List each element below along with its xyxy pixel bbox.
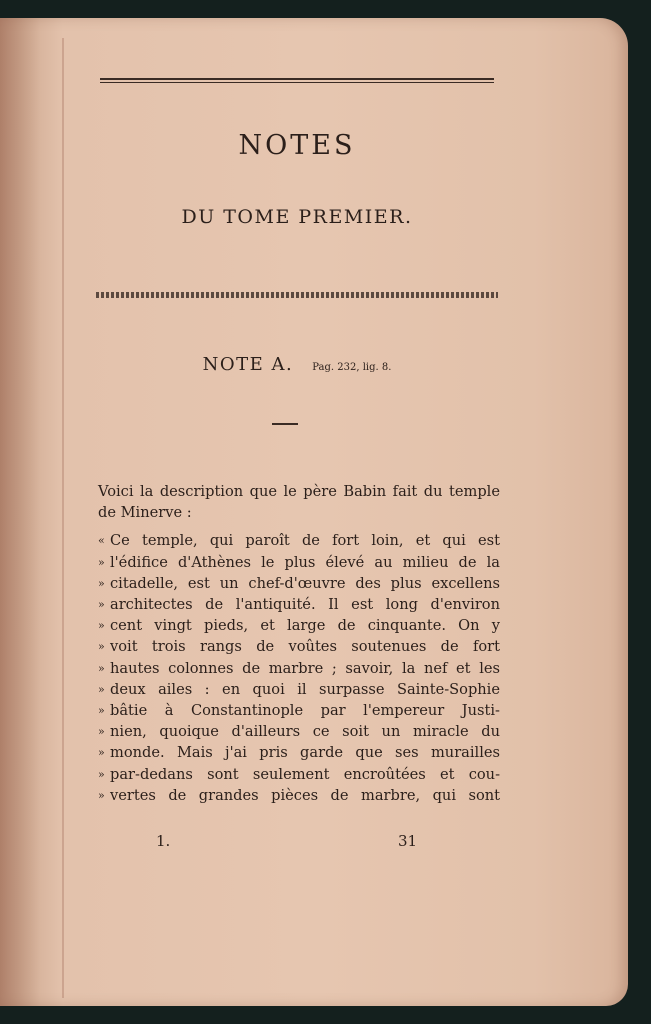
top-double-rule bbox=[100, 78, 494, 83]
quote-text: voit trois rangs de voûtes soutenues de fort bbox=[110, 638, 500, 656]
quote-mark: » bbox=[98, 682, 105, 696]
quote-mark: » bbox=[98, 619, 105, 633]
page-title: NOTES bbox=[238, 130, 356, 161]
quote-text: deux ailes : en quoi il surpasse Sainte-Sophie bbox=[110, 680, 500, 698]
quote-mark: » bbox=[98, 767, 105, 781]
book-page bbox=[0, 18, 628, 1006]
quote-mark: » bbox=[98, 576, 105, 590]
ornamental-rule bbox=[96, 292, 498, 298]
quote-line bbox=[98, 573, 500, 594]
quote-text: bâtie à Constantinople par l'empereur Justi- bbox=[110, 702, 500, 720]
short-divider bbox=[272, 423, 298, 425]
quote-mark: » bbox=[98, 598, 105, 612]
quote-mark: » bbox=[98, 746, 105, 760]
quote-line bbox=[98, 552, 500, 573]
note-body bbox=[98, 481, 500, 806]
quote-mark: » bbox=[98, 725, 105, 739]
page-number: 31 bbox=[398, 832, 418, 850]
quote-line bbox=[98, 721, 500, 742]
quote-mark: » bbox=[98, 661, 105, 675]
quote-text: hautes colonnes de marbre ; savoir, la nef et les bbox=[110, 659, 500, 677]
quotation-block bbox=[98, 530, 500, 806]
quote-text: nien, quoique d'ailleurs ce soit un miracle du bbox=[110, 723, 500, 741]
quote-line bbox=[98, 700, 500, 721]
intro-paragraph: Voici la description que le père Babin fait du temple de Minerve : bbox=[98, 483, 500, 522]
quote-text: monde. Mais j'ai pris garde que ses murailles bbox=[110, 744, 500, 762]
note-label: NOTE A. bbox=[202, 354, 294, 375]
quote-line bbox=[98, 764, 500, 785]
page-fold-line bbox=[62, 38, 64, 998]
quote-text: architectes de l'antiquité. Il est long d'environ bbox=[110, 596, 500, 614]
quote-text: cent vingt pieds, et large de cinquante. On y bbox=[110, 617, 500, 635]
quote-mark: » bbox=[98, 555, 105, 569]
page-subtitle: DU TOME PREMIER. bbox=[181, 206, 413, 228]
quote-text: citadelle, est un chef-d'œuvre des plus excellens bbox=[110, 574, 500, 592]
quote-mark: » bbox=[98, 640, 105, 654]
quote-line bbox=[98, 679, 500, 700]
quote-line bbox=[98, 636, 500, 657]
quote-text: l'édifice d'Athènes le plus élevé au milieu de la bbox=[110, 553, 500, 571]
quote-line bbox=[98, 594, 500, 615]
quote-line bbox=[98, 530, 500, 551]
note-page-reference: Pag. 232, lig. 8. bbox=[312, 362, 392, 373]
quote-line bbox=[98, 658, 500, 679]
note-heading bbox=[100, 354, 494, 375]
quote-text: par-dedans sont seulement encroûtées et cou- bbox=[110, 765, 500, 783]
signature-mark: 1. bbox=[156, 832, 171, 850]
quote-line bbox=[98, 785, 500, 806]
quote-mark: » bbox=[98, 704, 105, 718]
quote-text: Ce temple, qui paroît de fort loin, et qui est bbox=[110, 532, 500, 550]
quote-text: vertes de grandes pièces de marbre, qui sont bbox=[110, 786, 500, 804]
quote-mark: » bbox=[98, 788, 105, 802]
quote-line bbox=[98, 615, 500, 636]
quote-line bbox=[98, 742, 500, 763]
quote-mark: « bbox=[98, 534, 105, 548]
